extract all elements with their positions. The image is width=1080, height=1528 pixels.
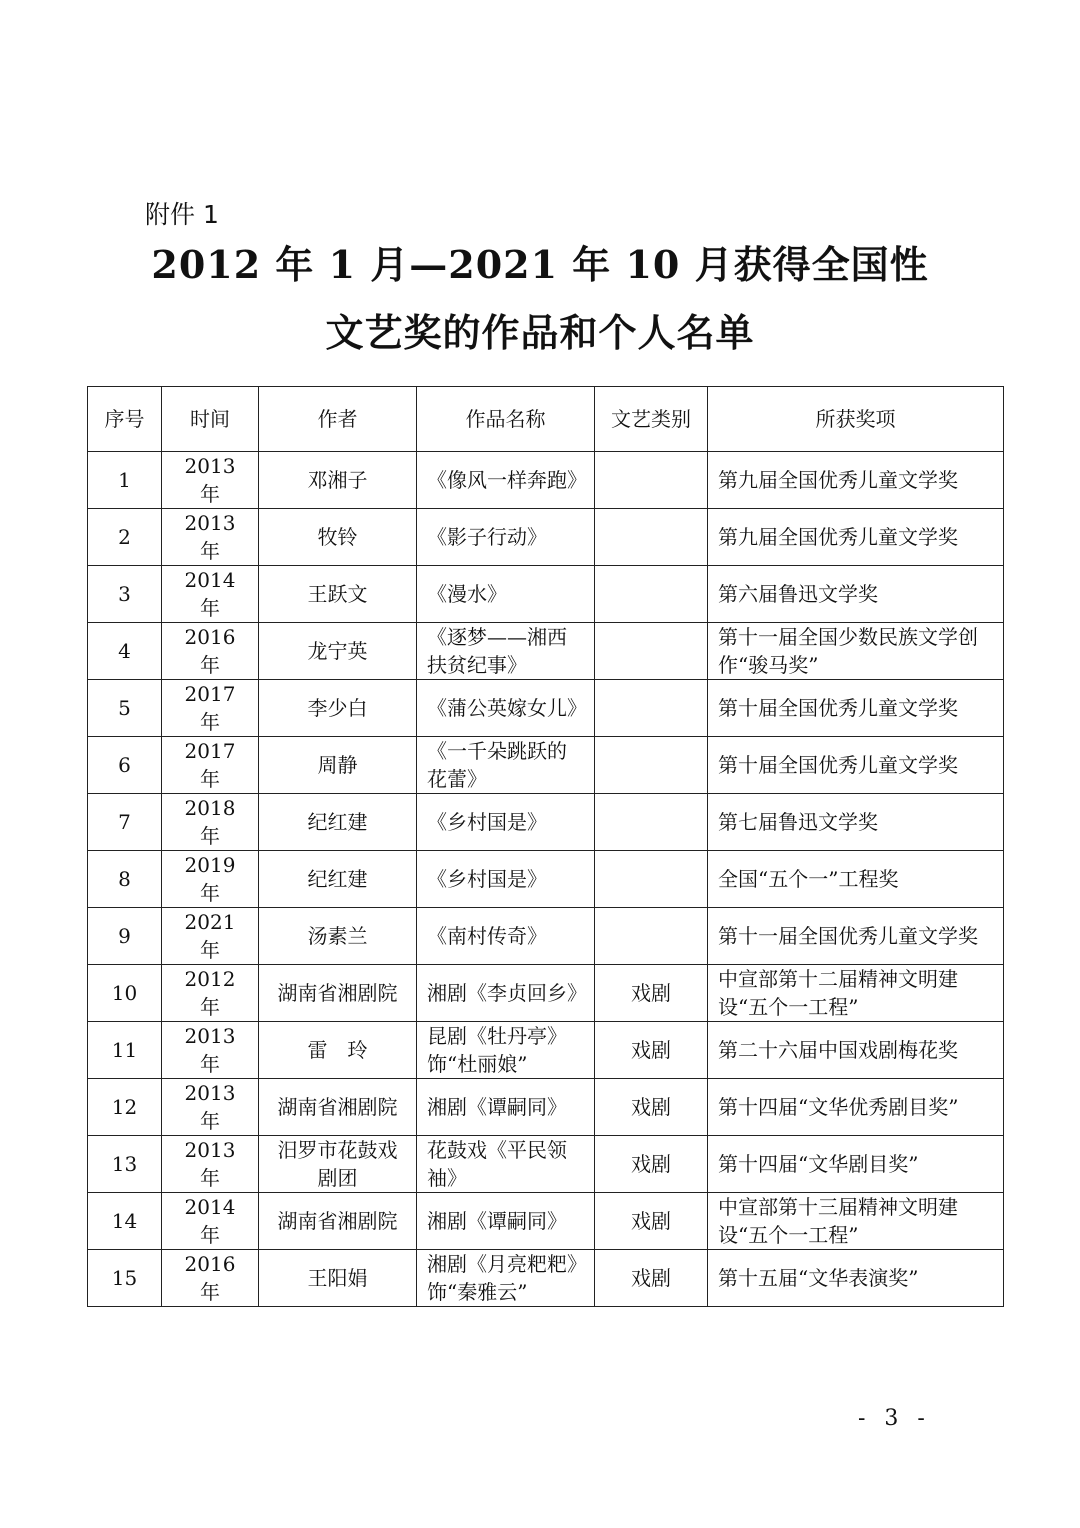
cell-year: 2013 年 [162, 1079, 259, 1136]
page-number: - 3 - [858, 1406, 931, 1431]
cell-year: 2016 年 [162, 1250, 259, 1307]
cell-work: 《南村传奇》 [417, 908, 595, 965]
cell-no: 1 [88, 452, 162, 509]
cell-work: 《乡村国是》 [417, 851, 595, 908]
cell-year: 2017 年 [162, 680, 259, 737]
header-award: 所获奖项 [708, 387, 1004, 452]
cell-no: 2 [88, 509, 162, 566]
cell-author: 汤素兰 [259, 908, 417, 965]
cell-category [595, 908, 708, 965]
cell-no: 12 [88, 1079, 162, 1136]
cell-category: 戏剧 [595, 1022, 708, 1079]
cell-no: 13 [88, 1136, 162, 1193]
document-title-line2: 文艺奖的作品和个人名单 [325, 310, 755, 355]
cell-author: 周静 [259, 737, 417, 794]
table-row [88, 680, 1004, 737]
table-row [88, 1079, 1004, 1136]
document-title-line1: 2012 年 1 月—2021 年 10 月获得全国性 [151, 242, 929, 287]
table-row [88, 623, 1004, 680]
table-row [88, 509, 1004, 566]
cell-year: 2013 年 [162, 1022, 259, 1079]
table-row [88, 908, 1004, 965]
cell-no: 6 [88, 737, 162, 794]
cell-year: 2013 年 [162, 1136, 259, 1193]
cell-award: 第十届全国优秀儿童文学奖 [708, 737, 1004, 794]
awards-table [87, 386, 1004, 1307]
attachment-label: 附件 1 [145, 200, 219, 229]
header-year: 时间 [162, 387, 259, 452]
header-work: 作品名称 [417, 387, 595, 452]
cell-award: 第六届鲁迅文学奖 [708, 566, 1004, 623]
cell-no: 7 [88, 794, 162, 851]
cell-no: 3 [88, 566, 162, 623]
cell-category: 戏剧 [595, 965, 708, 1022]
cell-award: 第二十六届中国戏剧梅花奖 [708, 1022, 1004, 1079]
cell-award: 全国“五个一”工程奖 [708, 851, 1004, 908]
cell-work: 《像风一样奔跑》 [417, 452, 595, 509]
cell-category [595, 737, 708, 794]
cell-author: 龙宁英 [259, 623, 417, 680]
cell-year: 2018 年 [162, 794, 259, 851]
header-no: 序号 [88, 387, 162, 452]
cell-category [595, 680, 708, 737]
cell-year: 2013 年 [162, 452, 259, 509]
cell-no: 8 [88, 851, 162, 908]
cell-author: 王阳娟 [259, 1250, 417, 1307]
cell-category [595, 509, 708, 566]
cell-category: 戏剧 [595, 1136, 708, 1193]
cell-work: 湘剧《谭嗣同》 [417, 1079, 595, 1136]
table-row [88, 737, 1004, 794]
cell-work: 《乡村国是》 [417, 794, 595, 851]
cell-no: 10 [88, 965, 162, 1022]
cell-category [595, 851, 708, 908]
table-header-row [88, 387, 1004, 452]
cell-year: 2014 年 [162, 566, 259, 623]
cell-author: 湖南省湘剧院 [259, 1079, 417, 1136]
cell-work: 湘剧《李贞回乡》 [417, 965, 595, 1022]
cell-award: 第十五届“文华表演奖” [708, 1250, 1004, 1307]
cell-year: 2014 年 [162, 1193, 259, 1250]
cell-work: 《逐梦——湘西扶贫纪事》 [417, 623, 595, 680]
cell-author: 纪红建 [259, 794, 417, 851]
cell-author: 王跃文 [259, 566, 417, 623]
cell-award: 第十一届全国优秀儿童文学奖 [708, 908, 1004, 965]
cell-award: 第九届全国优秀儿童文学奖 [708, 452, 1004, 509]
table-row [88, 566, 1004, 623]
cell-author: 邓湘子 [259, 452, 417, 509]
cell-author: 湖南省湘剧院 [259, 1193, 417, 1250]
cell-author: 纪红建 [259, 851, 417, 908]
table-row [88, 851, 1004, 908]
cell-no: 9 [88, 908, 162, 965]
cell-award: 第十届全国优秀儿童文学奖 [708, 680, 1004, 737]
cell-work: 昆剧《牡丹亭》饰“杜丽娘” [417, 1022, 595, 1079]
cell-award: 第九届全国优秀儿童文学奖 [708, 509, 1004, 566]
cell-work: 湘剧《谭嗣同》 [417, 1193, 595, 1250]
cell-year: 2016 年 [162, 623, 259, 680]
cell-author: 雷 玲 [259, 1022, 417, 1079]
cell-award: 中宣部第十二届精神文明建设“五个一工程” [708, 965, 1004, 1022]
cell-work: 湘剧《月亮粑粑》饰“秦雅云” [417, 1250, 595, 1307]
cell-category [595, 623, 708, 680]
cell-category [595, 794, 708, 851]
cell-work: 《蒲公英嫁女儿》 [417, 680, 595, 737]
cell-category: 戏剧 [595, 1193, 708, 1250]
table-row [88, 1136, 1004, 1193]
cell-no: 15 [88, 1250, 162, 1307]
cell-no: 11 [88, 1022, 162, 1079]
cell-no: 5 [88, 680, 162, 737]
cell-year: 2021 年 [162, 908, 259, 965]
cell-year: 2017 年 [162, 737, 259, 794]
table-row [88, 965, 1004, 1022]
cell-year: 2013 年 [162, 509, 259, 566]
cell-no: 4 [88, 623, 162, 680]
cell-author: 李少白 [259, 680, 417, 737]
table-row [88, 1250, 1004, 1307]
cell-author: 湖南省湘剧院 [259, 965, 417, 1022]
cell-award: 中宣部第十三届精神文明建设“五个一工程” [708, 1193, 1004, 1250]
cell-award: 第十一届全国少数民族文学创作“骏马奖” [708, 623, 1004, 680]
cell-category: 戏剧 [595, 1250, 708, 1307]
table-row [88, 1193, 1004, 1250]
cell-author: 牧铃 [259, 509, 417, 566]
cell-category [595, 566, 708, 623]
header-category: 文艺类别 [595, 387, 708, 452]
cell-work: 《漫水》 [417, 566, 595, 623]
table-row [88, 1022, 1004, 1079]
cell-award: 第十四届“文华优秀剧目奖” [708, 1079, 1004, 1136]
header-author: 作者 [259, 387, 417, 452]
cell-award: 第七届鲁迅文学奖 [708, 794, 1004, 851]
cell-year: 2019 年 [162, 851, 259, 908]
cell-award: 第十四届“文华剧目奖” [708, 1136, 1004, 1193]
cell-work: 《一千朵跳跃的花蕾》 [417, 737, 595, 794]
table-row [88, 452, 1004, 509]
cell-author: 汨罗市花鼓戏剧团 [259, 1136, 417, 1193]
cell-no: 14 [88, 1193, 162, 1250]
cell-work: 花鼓戏《平民领袖》 [417, 1136, 595, 1193]
cell-category [595, 452, 708, 509]
cell-category: 戏剧 [595, 1079, 708, 1136]
cell-work: 《影子行动》 [417, 509, 595, 566]
table-row [88, 794, 1004, 851]
cell-year: 2012 年 [162, 965, 259, 1022]
